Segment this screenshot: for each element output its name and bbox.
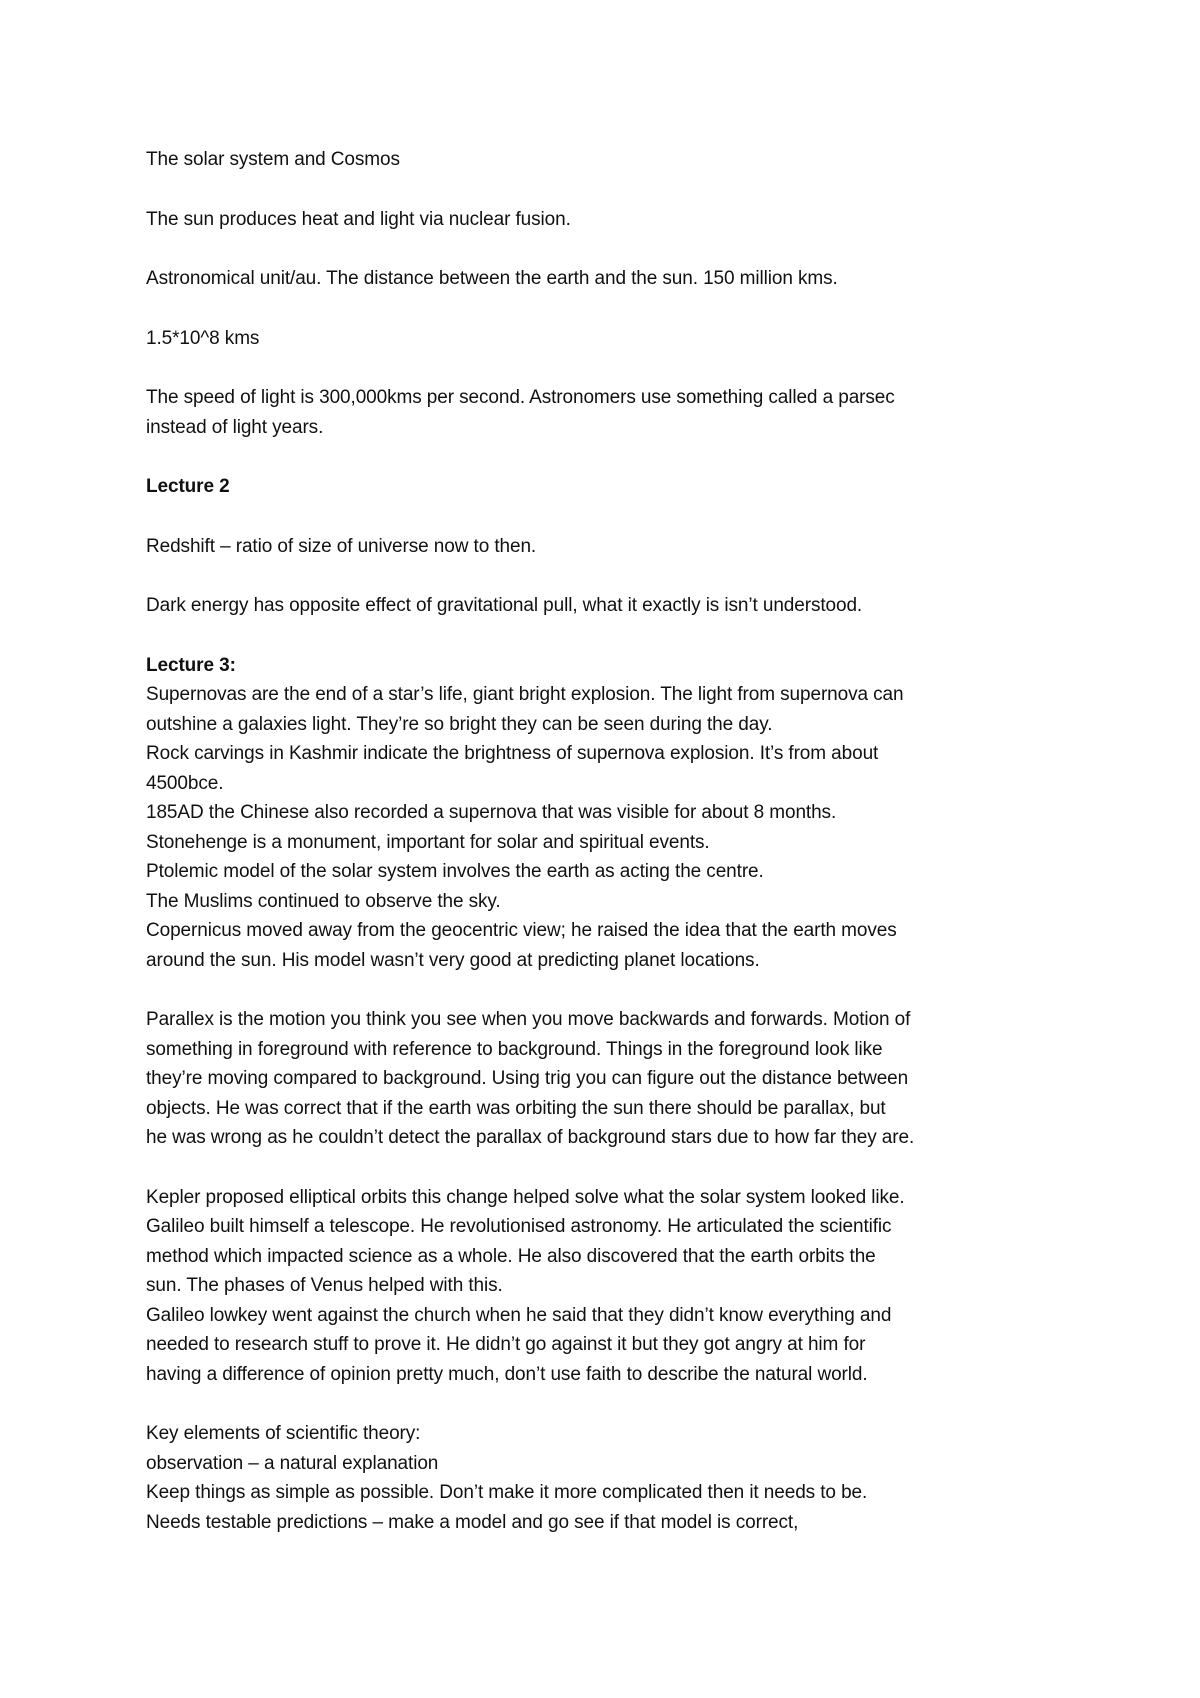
text-line: Supernovas are the end of a star’s life, giant bright explosion. The light from supernova can: [146, 684, 904, 705]
text-line: Galileo built himself a telescope. He revolutionised astronomy. He articulated the scientific: [146, 1216, 892, 1237]
text-line: Stonehenge is a monument, important for solar and spiritual events.: [146, 831, 710, 853]
text-line: Ptolemic model of the solar system involves the earth as acting the centre.: [146, 861, 764, 882]
text-line: objects. He was correct that if the earth was orbiting the sun there should be parallax, but: [146, 1097, 886, 1119]
section-heading-lecture-3: Lecture 3:: [146, 654, 236, 676]
text-line: Rock carvings in Kashmir indicate the brightness of supernova explosion. It’s from about: [146, 743, 879, 764]
text-line: around the sun. His model wasn’t very good at predicting planet locations.: [146, 949, 760, 971]
text-line: 185AD the Chinese also recorded a supernova that was visible for about 8 months.: [146, 802, 837, 823]
text-line: The speed of light is 300,000kms per second. Astronomers use something called a parsec: [146, 387, 895, 408]
text-line: 1.5*10^8 kms: [146, 327, 260, 349]
text-line: The sun produces heat and light via nuclear fusion.: [146, 208, 571, 230]
text-line: he was wrong as he couldn’t detect the parallax of background stars due to how far they are.: [146, 1127, 915, 1148]
text-line: Redshift – ratio of size of universe now to then.: [146, 535, 537, 557]
text-line: Kepler proposed elliptical orbits this change helped solve what the solar system looked like.: [146, 1186, 905, 1208]
text-line: Keep things as simple as possible. Don’t make it more complicated then it needs to be.: [146, 1482, 868, 1503]
text-line: Copernicus moved away from the geocentric view; he raised the idea that the earth moves: [146, 920, 897, 941]
text-line: The Muslims continued to observe the sky.: [146, 890, 501, 912]
text-line: needed to research stuff to prove it. He didn’t go against it but they got angry at him for: [146, 1334, 866, 1355]
text-line: having a difference of opinion pretty much, don’t use faith to describe the natural world.: [146, 1363, 868, 1385]
text-line: sun. The phases of Venus helped with this.: [146, 1275, 503, 1296]
text-line: Astronomical unit/au. The distance between the earth and the sun. 150 million kms.: [146, 268, 838, 289]
document-body: [146, 145, 1086, 1537]
section-heading-lecture-2: Lecture 2: [146, 476, 230, 497]
text-line: Needs testable predictions – make a model and go see if that model is correct,: [146, 1511, 799, 1533]
text-line: Galileo lowkey went against the church when he said that they didn’t know everything and: [146, 1304, 892, 1326]
text-line: observation – a natural explanation: [146, 1452, 439, 1474]
text-line: method which impacted science as a whole. He also discovered that the earth orbits the: [146, 1245, 876, 1267]
text-line: they’re moving compared to background. Using trig you can figure out the distance between: [146, 1068, 909, 1089]
text-line: Key elements of scientific theory:: [146, 1423, 421, 1444]
text-line: instead of light years.: [146, 416, 324, 438]
text-line: 4500bce.: [146, 772, 224, 794]
text-line: outshine a galaxies light. They’re so bright they can be seen during the day.: [146, 713, 773, 735]
text-line: Dark energy has opposite effect of gravitational pull, what it exactly is isn’t understood.: [146, 595, 863, 616]
text-line: something in foreground with reference to background. Things in the foreground look like: [146, 1038, 883, 1060]
text-line: Parallex is the motion you think you see when you move backwards and forwards. Motion of: [146, 1009, 911, 1030]
document-title: The solar system and Cosmos: [146, 149, 400, 170]
